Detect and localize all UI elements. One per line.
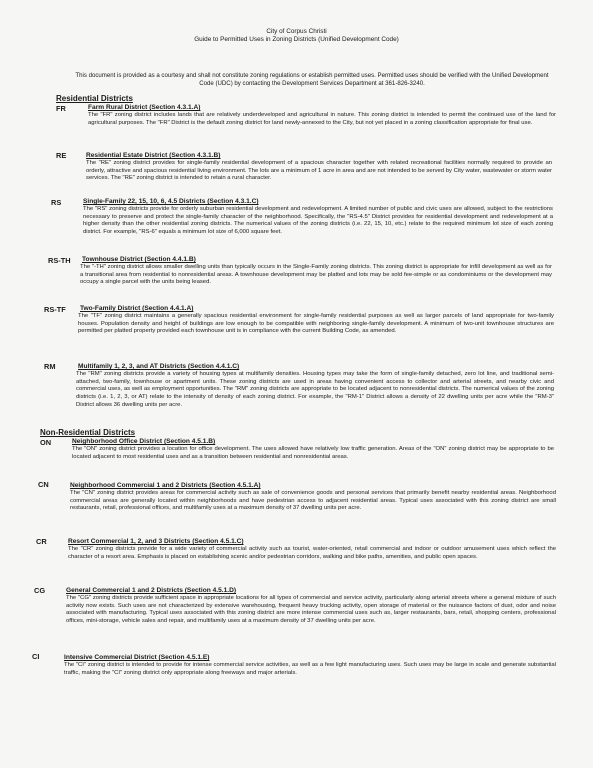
district-code: FR [56, 104, 66, 113]
city-name: City of Corpus Christi [266, 28, 327, 35]
district-description: The "FR" zoning district includes lands that are relatively underdeveloped and agricultural in nature. This zoning district is intended to permit the continued use of the land for agricultural purposes. The "FR" District is the default zoning district for land newly-annexed to the City, but not yet placed in a zoning classification appropriate for final use. [88, 112, 556, 126]
district-description: The "CG" zoning districts provide sufficient space in appropriate locations for all types of commercial and service activity, particularly along arterial streets where a general mixture of such activity now exists. Such uses are not characterized by extensive warehousing, frequent heavy trucking activity, open storage of material or the nuisance factors of dust, odor and noise associated with manufacturing. Typical uses associated with this zoning district are more intense commercial uses such as, larger restaurants, bars, retail, shopping centers, professional offices, mini-storage, vehicle sales and repair, and multifamily uses at a maximum density of 37 dwelling units per acre. [66, 595, 556, 625]
section-heading-residential: Residential Districts [56, 94, 133, 103]
district-title: General Commercial 1 and 2 Districts (Section 4.5.1.D) [66, 587, 237, 594]
district-title: Single-Family 22, 15, 10, 6, 4.5 Districts (Section 4.3.1.C) [83, 198, 259, 205]
district-code: CI [32, 652, 40, 661]
district-description: The "CN" zoning district provides areas for commercial activity such as sale of convenience goods and personal services that primarily benefit nearby residential areas. Neighborhood commercial areas are generally located within neighborhoods and have pedestrian access to adjacent residential areas. Typical uses associated with this zoning district are small restaurants, retail, professional offices, and multifamily uses at a maximum density of 37 dwelling units per acre. [70, 490, 556, 512]
intro-paragraph: This document is provided as a courtesy and shall not constitute zoning regulations or establish permitted uses. Permitted uses should be verified with the Unified Development Code (UDC) by contacting the Development Services Department at 361-826-3240. [75, 72, 549, 88]
district-title: Resort Commercial 1, 2, and 3 Districts (Section 4.5.1.C) [68, 538, 244, 545]
district-title: Intensive Commercial District (Section 4.5.1.E) [64, 654, 210, 661]
district-code: ON [40, 438, 52, 447]
district-description: The "ON" zoning district provides a location for office development. The uses allowed have relatively low traffic generation. Areas of the "ON" zoning district may be appropriate to be located adjacent to most residential uses and as a transition between residential and nonresidential areas. [72, 446, 554, 460]
district-code: CN [38, 480, 49, 489]
document-header [0, 28, 593, 44]
district-code: RE [56, 151, 67, 160]
district-title: Neighborhood Office District (Section 4.5.1.B) [72, 438, 216, 445]
district-code: RS-TH [48, 256, 71, 265]
district-description: The "-TH" zoning district allows smaller dwelling units than typically occurs in the Single-Family zoning districts. This zoning district is appropriate for infill development as well as for a transitional area from residential to nonresidential areas. A townhouse development may be platted and lots may be sold fee-simple or as condominiums or the development may occupy a single parcel with the units being leased. [80, 264, 552, 286]
district-title: Townhouse District (Section 4.4.1.B) [82, 256, 196, 263]
district-code: RM [44, 362, 56, 371]
district-description: The "CI" zoning district is intended to provide for intense commercial service activities, as well as a few light manufacturing uses. Such uses may be large in scale and generate substantial traffic, making the "CI" zoning district only appropriate along freeways and major arterials. [64, 662, 556, 676]
district-title: Multifamily 1, 2, 3, and AT Districts (Section 4.4.1.C) [78, 363, 240, 370]
district-title: Farm Rural District (Section 4.3.1.A) [88, 104, 201, 111]
district-description: The "CR" zoning districts provide for a wide variety of commercial activity such as tourist, water-oriented, retail commercial and indoor or outdoor amusement uses which reflect the character of a resort area. Emphasis is placed on establishing scenic and/or pedestrian corridors, walking and bike paths, amenities, and public open spaces. [68, 546, 556, 560]
district-description: The "RS" zoning districts provide for orderly suburban residential development and redevelopment. A limited number of public and civic uses are allowed, subject to the restrictions necessary to preserve and protect the single-family character of the neighborhood. Specifically, the "RS-4.5" District provides for residential development and redevelopment at a higher density than the other residential zoning districts. The numerical values of the zoning districts (i.e. 22, 15, 10, etc.) relate to the required minimum lot size of each zoning district. For example, "RS-6" equals a minimum lot size of 6,000 square feet. [83, 206, 553, 236]
district-code: RS-TF [44, 305, 66, 314]
district-code: RS [51, 198, 62, 207]
district-code: CR [36, 537, 47, 546]
district-title: Residential Estate District (Section 4.3.1.B) [86, 152, 221, 159]
district-code: CG [34, 586, 46, 595]
district-description: The "RE" zoning district provides for single-family residential development of a spacious character together with related recreational facilities normally required to provide an orderly, attractive and spacious residential living environment. The lots are a minimum of 1 acre in area and are not intended to be served by City water, wastewater or storm water services. The "RE" zoning district is intended to retain a rural character. [86, 160, 552, 182]
district-title: Two-Family District (Section 4.4.1.A) [80, 305, 194, 312]
district-description: The "TF" zoning district maintains a generally spacious residential environment for single-family residential purposes as well as larger parcels of land appropriate for two-family houses. Population density and height of buildings are low enough to be compatible with neighboring single-family development. A minimum of two-unit townhouse structures are permitted per platted property provided each townhouse unit is in compliance with the current Building Code, as amended. [78, 313, 554, 335]
document-title: Guide to Permitted Uses in Zoning Districts (Unified Development Code) [194, 36, 399, 43]
section-heading-non-residential: Non-Residential Districts [40, 428, 136, 437]
district-title: Neighborhood Commercial 1 and 2 Districts (Section 4.5.1.A) [70, 482, 261, 489]
district-description: The "RM" zoning districts provide a variety of housing types at multifamily densities. Housing types may take the form of single-family detached, zero lot line, and traditional semi-attached, two-family, townhouse or apartment units. These zoning districts are used in areas having convenient access to collector and arterial streets, and nearby civic and commercial uses, as well as employment opportunities. The "RM" zoning districts are appropriate to be located adjacent to nonresidential districts. The numerical values of the zoning districts (i.e. 1, 2, 3, or AT) relate to the intensity of density of each zoning district. For example, the "RM-1" District allows a density of 22 dwelling units per acre while the "RM-3" District allows 36 dwelling units per acre. [76, 371, 554, 408]
